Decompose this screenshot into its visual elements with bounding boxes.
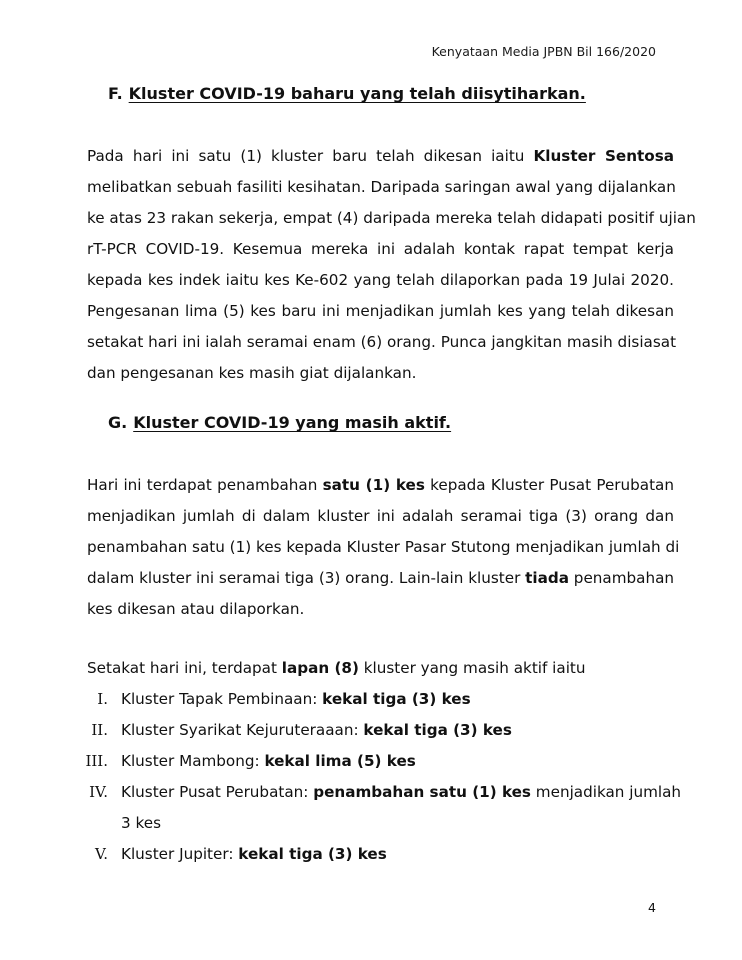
list-numeral: IV. [89, 783, 108, 801]
list-item-text [121, 777, 682, 808]
section-f-paragraph [87, 141, 696, 389]
section-g-p2-c: kluster yang masih aktif iaitu [358, 659, 586, 677]
section-g-p1-line-4 [87, 563, 674, 594]
section-g-p1-line-4-c: penambahan [568, 569, 675, 587]
section-g-p2-a: Setakat hari ini, terdapat [87, 659, 282, 677]
list-item [0, 715, 742, 746]
section-g-p1-line-5: kes dikesan atau dilaporkan. [87, 600, 305, 618]
section-f-title: Kluster COVID-19 baharu yang telah diisytiharkan. [128, 84, 586, 103]
list-item [0, 777, 742, 808]
cluster-status: kekal lima (5) kes [264, 752, 416, 770]
section-f-line-3: ke atas 23 rakan sekerja, empat (4) daripada mereka telah didapati positif ujian [87, 209, 696, 227]
section-g-paragraph-2 [87, 653, 674, 684]
list-numeral: I. [97, 690, 108, 708]
cluster-status: kekal tiga (3) kes [363, 721, 512, 739]
list-item-continuation [0, 808, 742, 839]
cluster-status: kekal tiga (3) kes [238, 845, 387, 863]
section-g-letter: G. [108, 413, 128, 432]
section-g-p1-line-1-c: kepada Kluster Pusat Perubatan [424, 476, 674, 494]
cluster-continuation: 3 kes [121, 814, 162, 832]
cluster-name: Kluster Jupiter: [121, 845, 239, 863]
section-f-line-1 [87, 141, 674, 172]
section-g-p1-line-4-a: dalam kluster ini seramai tiga (3) orang. Lain-lain kluster [87, 569, 526, 587]
cluster-status: kekal tiga (3) kes [322, 690, 471, 708]
section-f-line-5: kepada kes indek iaitu kes Ke-602 yang telah dilaporkan pada 19 Julai 2020. [87, 271, 674, 289]
section-f-line-4: rT-PCR COVID-19. Kesemua mereka ini adalah kontak rapat tempat kerja [87, 240, 674, 258]
list-item [0, 839, 742, 870]
section-f-heading [108, 84, 586, 103]
cluster-sentosa-name: Kluster Sentosa [533, 147, 674, 165]
section-g-p2-line-1 [87, 653, 674, 684]
section-f-line-1-text: Pada hari ini satu (1) kluster baru telah dikesan iaitu [87, 147, 534, 165]
section-f-line-7: setakat hari ini ialah seramai enam (6) orang. Punca jangkitan masih disiasat [87, 333, 677, 351]
section-g-p1-line-3: penambahan satu (1) kes kepada Kluster Pasar Stutong menjadikan jumlah di [87, 538, 680, 556]
list-item [0, 746, 742, 777]
section-g-title: Kluster COVID-19 yang masih aktif. [133, 413, 452, 432]
section-f-line-2: melibatkan sebuah fasiliti kesihatan. Daripada saringan awal yang dijalankan [87, 178, 676, 196]
section-f-line-8: dan pengesanan kes masih giat dijalankan. [87, 364, 417, 382]
list-item-text [121, 715, 674, 746]
cluster-status: penambahan satu (1) kes [313, 783, 531, 801]
section-g-heading [108, 413, 451, 432]
list-item-text [121, 839, 674, 870]
section-g-p1-line-4-bold: tiada [525, 569, 569, 587]
section-g-p1-line-1 [87, 470, 674, 501]
section-g-p1-line-2: menjadikan jumlah di dalam kluster ini adalah seramai tiga (3) orang dan [87, 507, 674, 525]
document-reference: Kenyataan Media JPBN Bil 166/2020 [431, 44, 656, 59]
list-numeral: II. [91, 721, 108, 739]
section-f-letter: F. [108, 84, 123, 103]
cluster-name: Kluster Pusat Perubatan: [121, 783, 314, 801]
section-g-p1-line-1-bold: satu (1) kes [322, 476, 425, 494]
cluster-name: Kluster Mambong: [121, 752, 265, 770]
list-numeral: V. [95, 845, 108, 863]
page-number: 4 [648, 900, 656, 915]
section-f-line-6: Pengesanan lima (5) kes baru ini menjadikan jumlah kes yang telah dikesan [87, 302, 674, 320]
list-item [0, 684, 742, 715]
list-item-text [121, 684, 674, 715]
section-g-p1-line-1-a: Hari ini terdapat penambahan [87, 476, 323, 494]
list-numeral: III. [85, 752, 108, 770]
section-g-p2-bold: lapan (8) [281, 659, 359, 677]
section-g-paragraph-1 [87, 470, 680, 625]
cluster-name: Kluster Tapak Pembinaan: [121, 690, 323, 708]
cluster-name: Kluster Syarikat Kejuruteraaan: [121, 721, 364, 739]
list-item-text [121, 746, 674, 777]
cluster-suffix: menjadikan jumlah [530, 783, 682, 801]
